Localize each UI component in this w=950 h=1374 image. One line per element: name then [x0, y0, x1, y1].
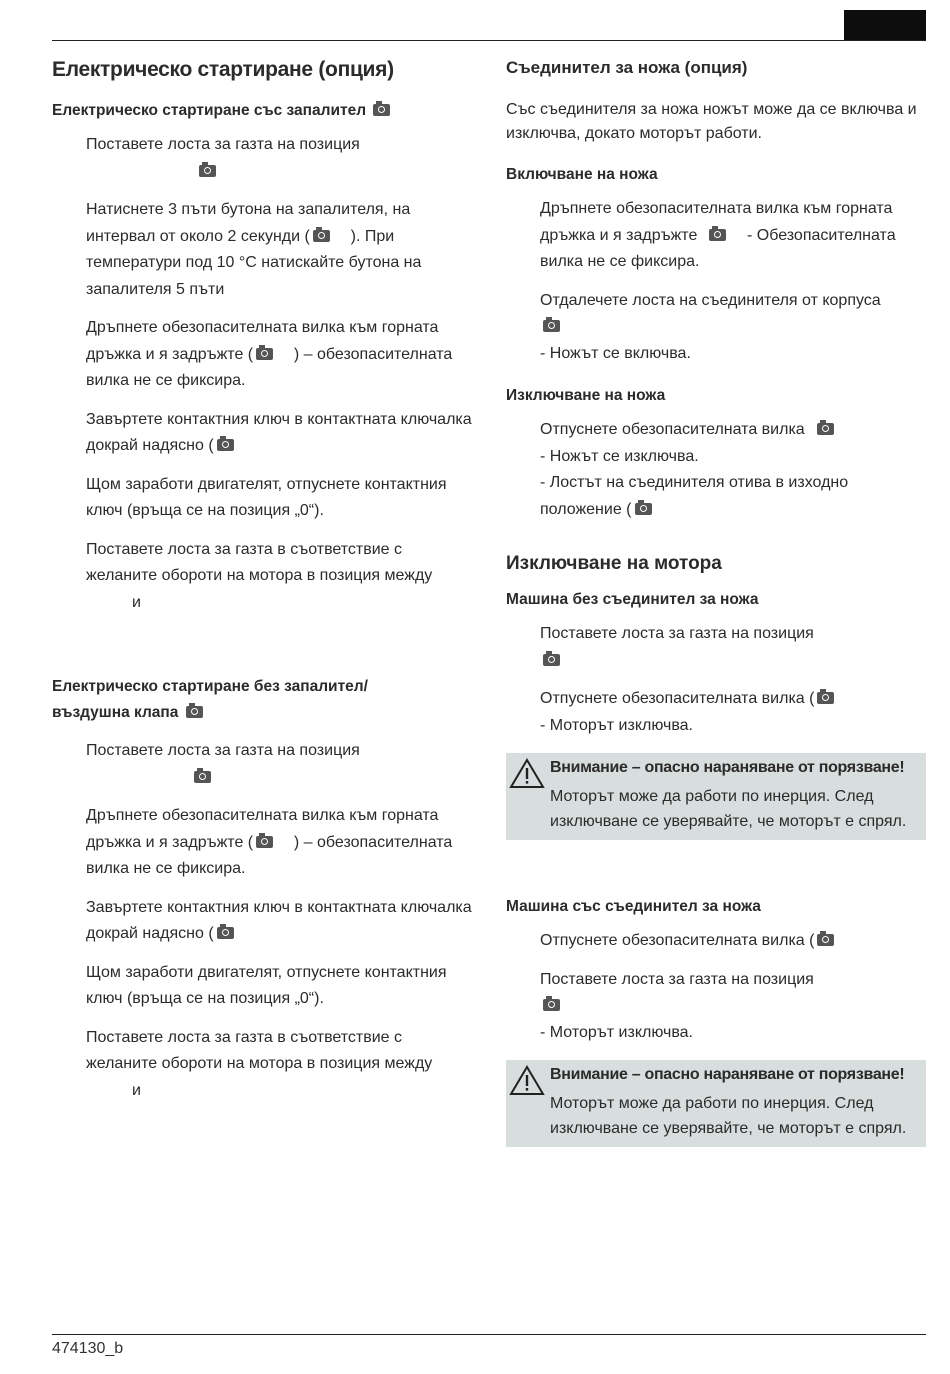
- step: [540, 621, 926, 674]
- step: [540, 967, 926, 1047]
- step-text: Поставете лоста за газта на позиция: [540, 970, 814, 988]
- step: [86, 472, 472, 525]
- subsection-heading-text: въздушна клапа: [52, 704, 179, 721]
- warning-box: [506, 1060, 926, 1147]
- page-tab-marker: [844, 10, 926, 40]
- camera-icon: [817, 423, 834, 435]
- step: [86, 1025, 472, 1105]
- camera-icon: [217, 927, 234, 939]
- step: [86, 537, 472, 617]
- step-text: Отпуснете обезопасителната вилка (: [540, 690, 815, 707]
- step-text: ). При температури под 10 °C натискайте бутона на запалителя 5 пъти: [86, 227, 422, 298]
- step-result: - Ножът се изключва.: [540, 447, 699, 465]
- warning-triangle-icon: [509, 757, 545, 789]
- step: [540, 288, 926, 368]
- step-text: Щом заработи двигателят, отпуснете контактния ключ (връща се на позиция „0“).: [86, 963, 447, 1007]
- right-column: [506, 50, 926, 1147]
- subsection-heading-no-clutch: Машина без съединител за ножа: [506, 591, 759, 608]
- subsection-heading-with-clutch: Машина със съединител за ножа: [506, 898, 761, 915]
- camera-icon: [543, 320, 560, 332]
- camera-icon: [543, 654, 560, 666]
- camera-icon: [199, 165, 216, 177]
- step-text: и: [132, 1081, 141, 1099]
- step-text: Дръпнете обезопасителната вилка към горната дръжка и я задръжте (: [86, 807, 439, 851]
- step: [86, 315, 472, 395]
- figure-ref: [86, 765, 472, 792]
- step: [86, 197, 472, 303]
- step: [86, 407, 472, 460]
- footer-rule: [52, 1334, 926, 1335]
- step-text: ) – обезопасителната вилка не се фиксира.: [86, 345, 453, 389]
- figure-ref: [540, 314, 926, 341]
- camera-icon: [543, 999, 560, 1011]
- camera-icon: [635, 503, 652, 515]
- warning-body: Моторът може да работи по инерция. След изключване се уверявайте, че моторът е спрял.: [550, 1095, 907, 1137]
- camera-icon: [217, 439, 234, 451]
- warning-box: [506, 753, 926, 840]
- step-text: Поставете лоста за газта на позиция: [540, 625, 814, 642]
- step-result: - Моторът изключва.: [540, 716, 693, 734]
- step-text: Поставете лоста за газта в съответствие с желаните обороти на мотора в позиция между: [86, 540, 433, 584]
- step-result: - Ножът се включва.: [540, 344, 691, 362]
- step-text: Дръпнете обезопасителната вилка към горната дръжка и я задръжте (: [86, 319, 439, 363]
- camera-icon: [256, 348, 273, 360]
- camera-icon: [313, 230, 330, 242]
- step: [540, 928, 926, 955]
- section-title-stop-engine: Изключване на мотора: [506, 553, 722, 574]
- intro-text: Със съединителя за ножа ножът може да се включва и изключва, докато моторът работи.: [506, 101, 917, 142]
- step: [86, 132, 472, 185]
- subsection-heading: [52, 674, 472, 726]
- warning-triangle-icon: [509, 1064, 545, 1096]
- step-text: Натиснете 3 пъти бутона на запалителя, на интервал от около 2 секунди (: [86, 201, 411, 245]
- step-text: Отпуснете обезопасителната вилка (: [540, 932, 815, 949]
- subsection-heading-text: Електрическо стартиране без запалител/: [52, 678, 368, 695]
- step-text: Завъртете контактния ключ в контактната ключалка докрай надясно (: [86, 898, 472, 942]
- left-column: [52, 50, 472, 1116]
- step-text: Щом заработи двигателят, отпуснете контактния ключ (връща се на позиция „0“).: [86, 475, 447, 519]
- step-text: - Обезопасителната вилка не се фиксира.: [540, 226, 896, 270]
- camera-icon: [373, 104, 390, 116]
- step-result: - Лостът на съединителя отива в изходно положение (: [540, 474, 849, 518]
- step-text: Отпуснете обезопасителната вилка: [540, 421, 805, 438]
- step: [86, 738, 472, 791]
- step: [540, 417, 926, 523]
- step: [540, 196, 926, 276]
- step: [540, 686, 926, 739]
- warning-title: Внимание – опасно нараняване от порязване!: [550, 1066, 905, 1083]
- subsection-heading: [52, 102, 472, 120]
- subsection-heading-blade-on: Включване на ножа: [506, 166, 658, 183]
- step-result: - Моторът изключва.: [540, 1023, 693, 1041]
- document-id: 474130_b: [52, 1340, 124, 1357]
- step-text: ) – обезопасителната вилка не се фиксира.: [86, 833, 453, 877]
- camera-icon: [186, 706, 203, 718]
- subsection-heading-text: Електрическо стартиране със запалител: [52, 102, 367, 119]
- camera-icon: [817, 692, 834, 704]
- step-text: и: [132, 593, 141, 611]
- step: [86, 960, 472, 1013]
- header-rule: [52, 40, 926, 41]
- step-text: Поставете лоста за газта на позиция: [86, 136, 360, 153]
- step-text: Поставете лоста за газта на позиция: [86, 742, 360, 759]
- camera-icon: [817, 934, 834, 946]
- step: [86, 803, 472, 883]
- camera-icon: [709, 229, 726, 241]
- step-text: Отдалечете лоста на съединителя от корпуса: [540, 291, 881, 309]
- camera-icon: [194, 771, 211, 783]
- subsection-heading-blade-off: Изключване на ножа: [506, 387, 666, 404]
- step-text: Поставете лоста за газта в съответствие с желаните обороти на мотора в позиция между: [86, 1028, 433, 1072]
- figure-ref: [540, 993, 926, 1020]
- step: [86, 895, 472, 948]
- camera-icon: [256, 836, 273, 848]
- figure-ref: [540, 648, 926, 675]
- figure-ref: [86, 159, 472, 186]
- section-title-blade-clutch: Съединител за ножа (опция): [506, 58, 748, 77]
- section-title-electric-start: Електрическо стартиране (опция): [52, 58, 394, 81]
- warning-title: Внимание – опасно нараняване от порязване!: [550, 759, 905, 776]
- warning-body: Моторът може да работи по инерция. След изключване се уверявайте, че моторът е спрял.: [550, 788, 907, 830]
- step-text: Завъртете контактния ключ в контактната ключалка докрай надясно (: [86, 410, 472, 454]
- step-text: Дръпнете обезопасителната вилка към горната дръжка и я задръжте: [540, 200, 893, 244]
